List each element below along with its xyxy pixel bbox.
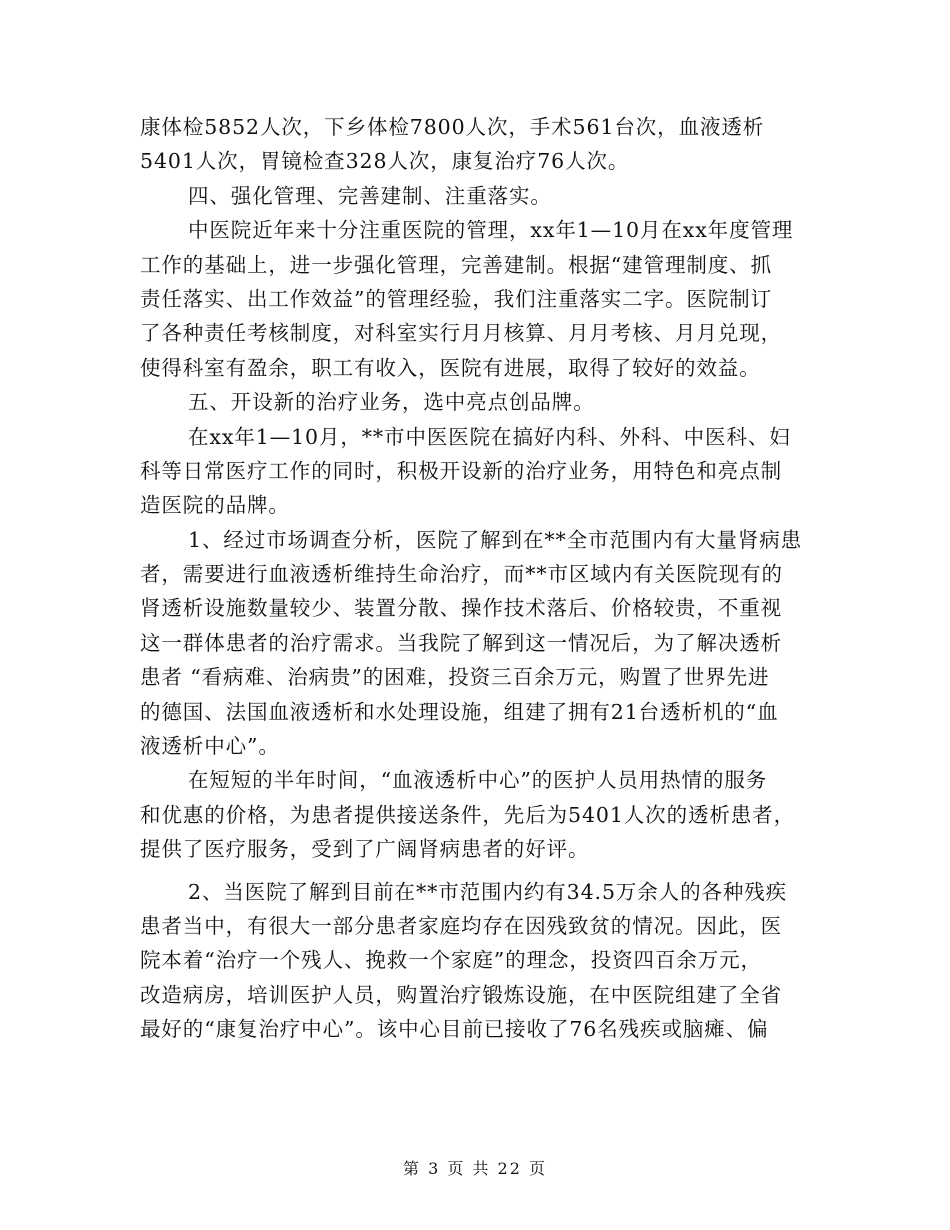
text-line: 患者 “看病难、治病贵”的困难，投资三百余万元，购置了世界先进	[140, 665, 770, 690]
text-line: 科等日常医疗工作的同时，积极开设新的治疗业务，用特色和亮点制	[140, 458, 782, 483]
text-line: 院本着“治疗一个残人、挽救一个家庭”的理念，投资四百余万元，	[140, 948, 762, 973]
text-line: 中医院近年来十分注重医院的管理，xx年1—10月在xx年度管理	[188, 218, 794, 243]
text-line: 了各种责任考核制度，对科室实行月月核算、月月考核、月月兑现，	[140, 321, 782, 346]
text-line: 提供了医疗服务，受到了广阔肾病患者的好评。	[140, 837, 590, 862]
text-line: 患者当中，有很大一部分患者家庭均存在因残致贫的情况。因此，医	[140, 913, 782, 938]
text-line: 改造病房，培训医护人员，购置治疗锻炼设施，在中医院组建了全省	[140, 982, 782, 1007]
text-line: 液透析中心”。	[140, 734, 280, 759]
section-heading: 四、强化管理、完善建制、注重落实。	[188, 183, 552, 208]
text-line: 在xx年1—10月，**市中医医院在搞好内科、外科、中医科、妇	[188, 424, 791, 449]
text-line: 5401人次，胃镜检查328人次，康复治疗76人次。	[140, 149, 630, 174]
text-line: 2、当医院了解到目前在**市范围内约有34.5万余人的各种残疾	[188, 879, 788, 904]
page-number: 第 3 页 共 22 页	[403, 1159, 547, 1178]
text-line: 在短短的半年时间，“血液透析中心”的医护人员用热情的服务	[188, 768, 768, 793]
text-line: 这一群体患者的治疗需求。当我院了解到这一情况后，为了解决透析	[140, 630, 782, 655]
section-heading: 五、开设新的治疗业务，选中亮点创品牌。	[188, 390, 595, 415]
text-line: 肾透析设施数量较少、装置分散、操作技术落后、价格较贵，不重视	[140, 596, 782, 621]
text-line: 的德国、法国血液透析和水处理设施，组建了拥有21台透析机的“血	[140, 699, 779, 724]
text-line: 造医院的品牌。	[140, 493, 290, 518]
text-line: 工作的基础上，进一步强化管理，完善建制。根据“建管理制度、抓	[140, 252, 772, 277]
text-line: 和优惠的价格，为患者提供接送条件，先后为5401人次的透析患者，	[140, 802, 795, 827]
text-line: 者，需要进行血液透析维持生命治疗，而**市区域内有关医院现有的	[140, 562, 783, 587]
text-line: 康体检5852人次，下乡体检7800人次，手术561台次，血液透析	[140, 115, 765, 139]
document-body	[140, 110, 812, 1047]
text-line: 责任落实、出工作效益”的管理经验，我们注重落实二字。医院制订	[140, 286, 772, 311]
text-line: 1、经过市场调查分析，医院了解到在**全市范围内有大量肾病患	[188, 527, 803, 552]
text-line: 使得科室有盈余，职工有收入，医院有进展，取得了较好的效益。	[140, 355, 761, 380]
text-line: 最好的“康复治疗中心”。该中心目前已接收了76名残疾或脑瘫、偏	[140, 1017, 769, 1042]
